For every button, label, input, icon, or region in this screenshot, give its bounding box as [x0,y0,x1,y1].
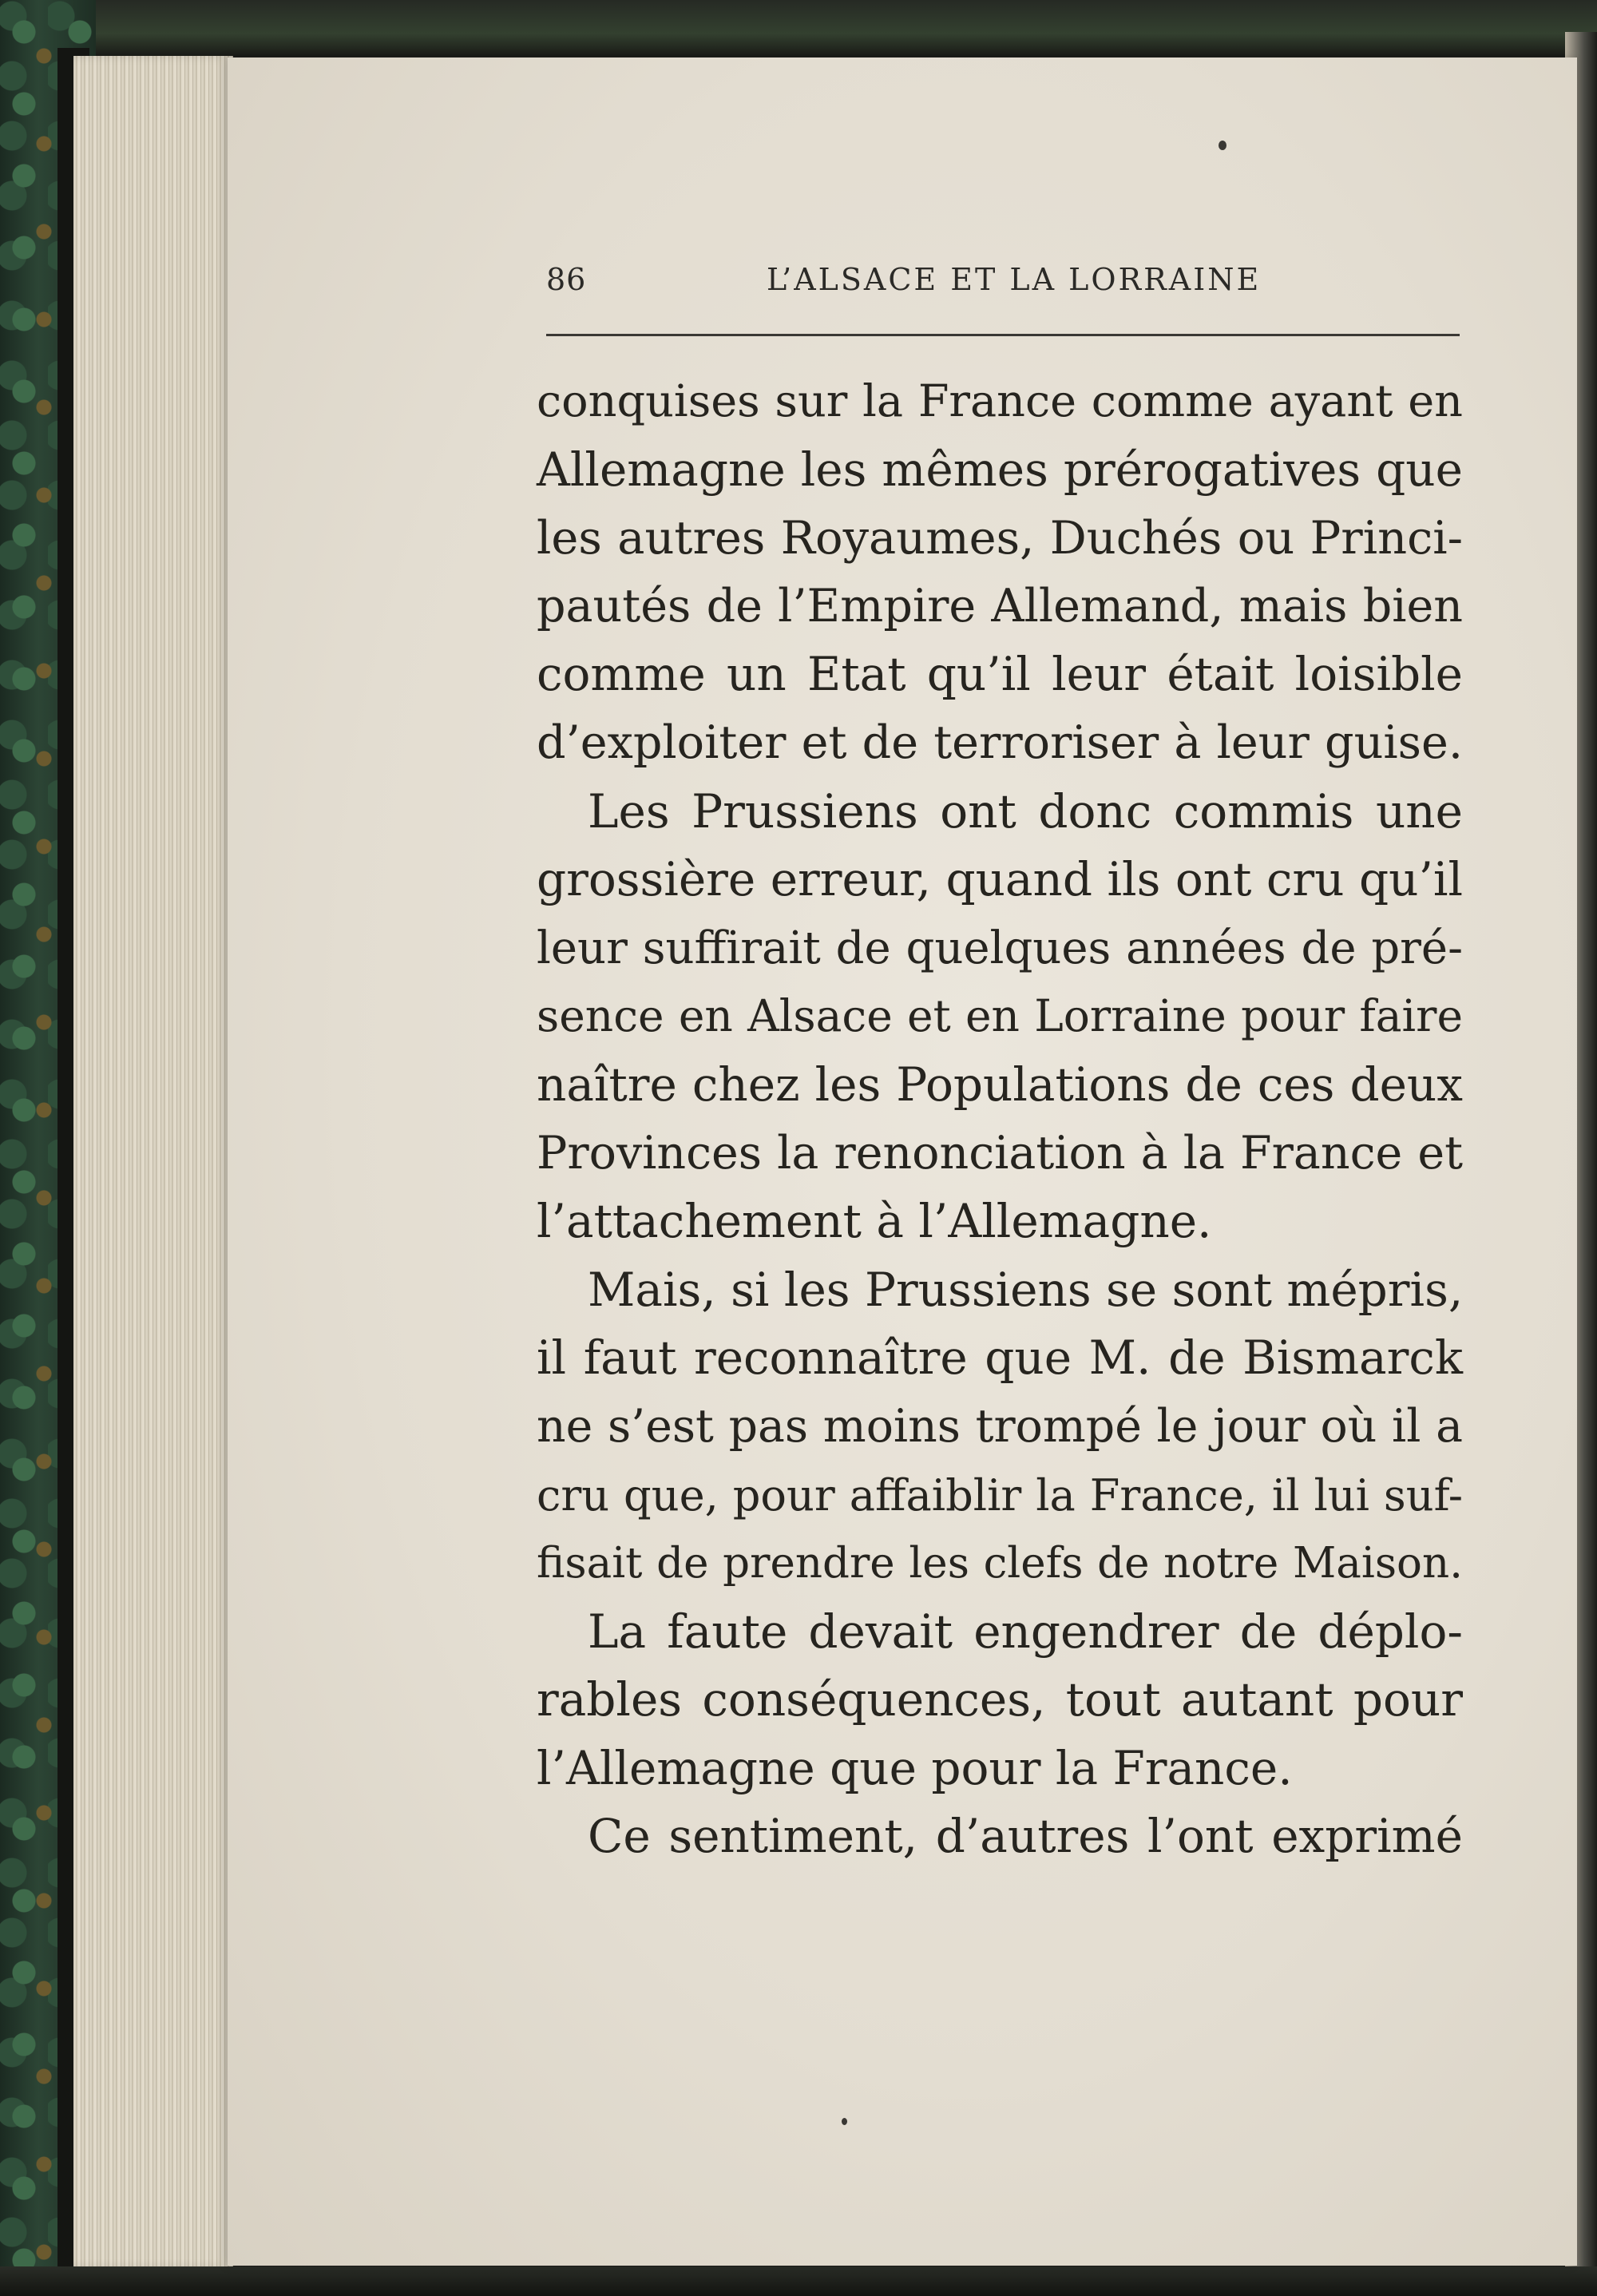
text-line: sence en Alsace et en Lorraine pour faire [537,990,1463,1042]
text-line: cru que, pour affaiblir la France, il lui suf- [537,1469,1463,1521]
text-line: d’exploiter et de terroriser à leur guise. [537,716,1463,769]
text-line: Les Prussiens ont donc commis une [588,783,1463,839]
text-line: comme un Etat qu’il leur était loisible [537,647,1463,702]
text-line: Ce sentiment, d’autres l’ont exprimé [588,1809,1463,1864]
text-line: rables conséquences, tout autant pour [537,1672,1463,1727]
page-number: 86 [546,262,587,297]
binding-bottom-edge [0,2266,1597,2296]
text-line: les autres Royaumes, Duchés ou Princi- [537,511,1463,565]
running-header [546,262,1460,310]
text-line: l’attachement à l’Allemagne. [537,1194,1212,1249]
text-line: Mais, si les Prussiens se sont mépris, [588,1262,1464,1317]
text-line: il faut reconnaître que M. de Bismarck [537,1330,1463,1386]
binding-top-edge [0,0,1597,56]
text-line: pautés de l’Empire Allemand, mais bien [537,579,1463,632]
text-line: l’Allemagne que pour la France. [537,1740,1293,1795]
running-title: L’ALSACE ET LA LORRAINE [767,262,1262,297]
header-rule [546,334,1460,336]
text-line: Allemagne les mêmes prérogatives que [537,442,1463,497]
text-line: leur suffirait de quelques années de pré- [537,922,1463,974]
ink-speck [1219,141,1226,150]
ink-speck [842,2118,847,2125]
text-line: ne s’est pas moins trompé le jour où il a [537,1399,1463,1453]
text-line: Provinces la renonciation à la France et [537,1126,1463,1180]
text-line: grossière erreur, quand ils ont cru qu’il [537,852,1463,907]
text-line: naître chez les Populations de ces deux [537,1057,1463,1112]
text-line: La faute devait engendrer de déplo- [588,1604,1463,1659]
page-block-edges [73,56,233,2268]
text-line: fisait de prendre les clefs de notre Maison. [537,1538,1463,1588]
text-line: conquises sur la France comme ayant en [537,375,1463,427]
body-text [537,367,1463,1871]
